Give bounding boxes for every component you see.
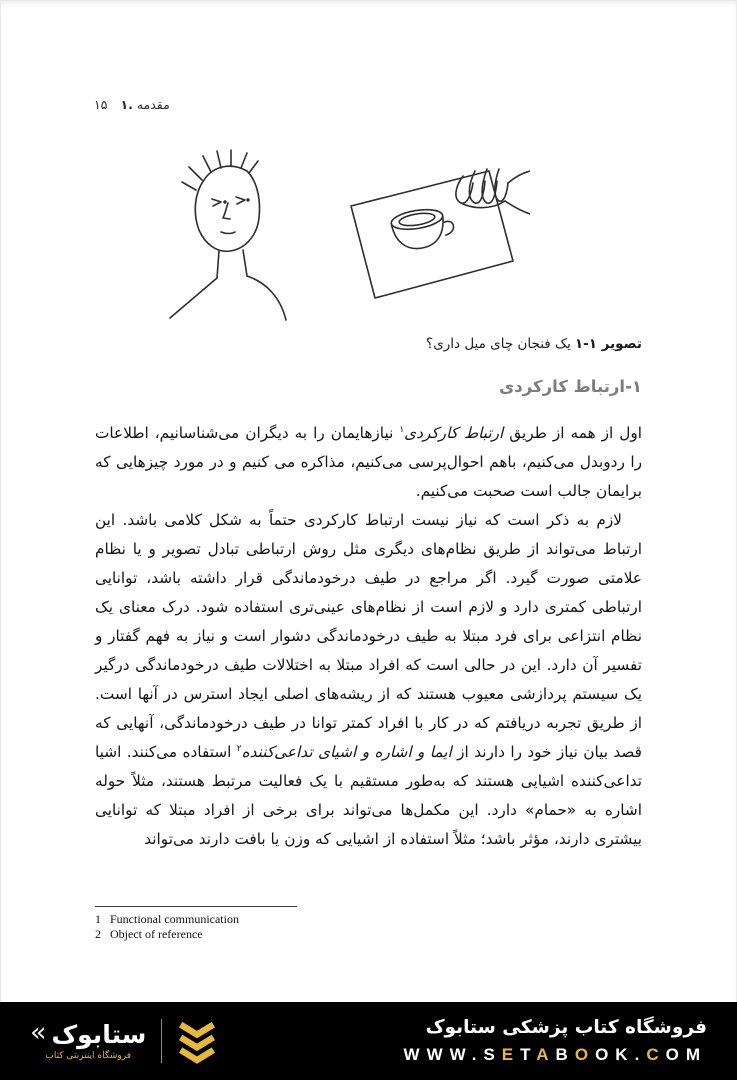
chapter-label — [120, 97, 169, 112]
footnote-text: Functional communication — [110, 912, 239, 926]
footer-divider — [161, 1019, 162, 1063]
chapter-number: ۱. — [120, 97, 133, 112]
section-heading: ۱-ارتباط کارکردی — [499, 377, 642, 396]
page-number: ۱۵ — [94, 97, 108, 112]
footnote-item — [95, 912, 239, 927]
publisher-footer — [0, 1002, 737, 1080]
footnotes — [95, 912, 239, 941]
setabook-wordmark — [30, 1016, 147, 1062]
chapter-title: مقدمه — [136, 97, 170, 112]
footer-text-block — [404, 1017, 707, 1065]
website-url[interactable]: WWW.SETABOOK.COM — [403, 1045, 707, 1064]
store-title: فروشگاه کتاب پزشکی ستابوک — [425, 1017, 707, 1038]
brand-name: ستابوک — [51, 1019, 147, 1049]
paragraph: لازم به ذکر است که نیاز نیست ارتباط کارکردی حتماً به شکل کلامی باشد. این ارتباط می‌تواند از طریق نظام‌های دیگری مثل روش ارتباطی تبادل تصویر و یا نظام علامتی صورت گیرد. اگر مراجع در طیف درخودماندگی قرار داشته باشد، توانایی ارتباطی کمتری دارد و لازم است از نظام‌های عینی‌تری استفاده شود. درک معنای یک نظام انتزاعی برای فرد مبتلا به طیف درخودماندگی دشوار است و نیاز به فهم گفتار و تفسیر آن دارد. این در حالی است که افراد مبتلا به اختلالات طیف درخودماندگی درگیر یک سیستم پردازشی معیوب هستند که از ریشه‌های اصلی ایجاد استرس در آنها است. از طریق تجربه دریافتم که در کار با افراد کمتر توانا در طیف درخودماندگی، آنهایی که قصد بیان نیاز خود را دارند از ایما و اشاره و اشیای تداعی‌کننده$^۲$ استفاده می‌کنند. اشیا تداعی‌کننده اشیایی هستند که به‌طور مستقیم با یک فعالیت مرتبط هستند، مثلاً حوله اشاره به «حمام» دارد. این مکمل‌ها می‌تواند برای برخی از افراد مبتلا که توانایی بیشتری دارند، مؤثر باشد؛ مثلاً استفاده از اشیایی که وزن یا بافت دارند می‌تواند — [95, 511, 642, 848]
figure-drawing — [168, 140, 530, 328]
footnote-divider — [95, 906, 297, 907]
boy-sketch — [170, 150, 286, 320]
footnote-text: Object of reference — [110, 926, 203, 941]
figure-caption — [426, 336, 642, 352]
body-text — [95, 419, 642, 854]
setabook-chevron-stack-icon — [177, 1017, 217, 1065]
paragraph: اول از همه از طریق ارتباط کارکردی$^۱$ نیازهایمان را به دیگران می‌شناسانیم، اطلاعات را ردوبدل می‌کنیم، باهم احوال‌پرسی می‌کنیم، مذاکره می کنیم و در مورد چیزهایی که برایمان جالب است صحبت می‌کنیم. — [95, 424, 642, 500]
brand-row — [30, 1016, 147, 1049]
figure-illustration — [168, 140, 530, 328]
figure-caption-text: یک فنجان چای میل داری؟ — [426, 336, 571, 352]
footnote-number: 1 — [95, 912, 101, 926]
card-sketch — [351, 171, 513, 298]
figure-caption-label: تصویر ۱-۱ — [574, 336, 642, 352]
footnote-item — [95, 927, 239, 942]
setabook-logo-group — [30, 1017, 217, 1065]
cup-drawing — [390, 205, 456, 252]
footnote-number: 2 — [95, 926, 101, 941]
chevrons-icon: « — [30, 1016, 47, 1048]
running-head — [94, 97, 170, 112]
brand-tagline: فروشگاه اینترنتی کتاب — [45, 1051, 132, 1062]
